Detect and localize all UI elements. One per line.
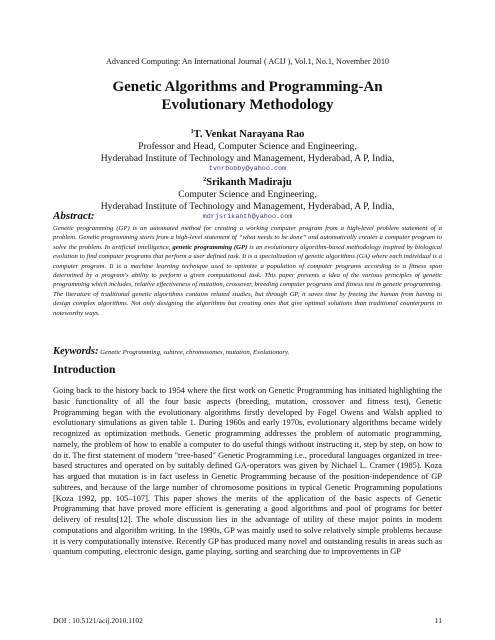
abstract-text [53,224,442,318]
author-block-1 [0,126,495,174]
author-name-text: Srikanth Madiraju [206,177,292,188]
keywords-line [53,346,442,357]
author-affiliation: Computer Science and Engineering, [178,189,317,200]
keywords-label: Keywords: [53,346,99,357]
author-superscript: 2 [203,177,207,183]
author-email: mdrjsrikanth@yahoo.com [202,213,293,221]
abstract-heading: Abstract: [53,210,95,222]
paper-title: Genetic Algorithms and Programming-An Evolutionary Methodology [112,79,383,113]
author-name [0,174,495,189]
keywords-text: Genetic Programming, subtree, chromosomes, mutation, Evolutionary. [98,349,290,356]
abstract-bold-term: genetic programming (GP) [172,243,248,251]
abstract-text-part2: is an evolutionary algorithm-based methodology inspired by biological evolution to find computer programs that perform a user defined task. It is a specialization of genetic algorithms (GA) where each individual is a computer program. It is a machine learning technique used to optimize a population of computer programs according to a fitness span determined by a program's ability to perform a given computational task. This paper presents a idea of the various principles of genetic programming which includes, relative effectiveness of mutation, crossover, breeding computer programs and fitness test in genetic programming. The literature of traditional genetic algorithms contains related studies, but through GP, it saves time by freeing the human from having to design complex algorithms. Not only designing the algorithms but creating ones that give optimal solutions than traditional counterparts in noteworthy ways. [53,243,442,317]
author-affiliation: Professor and Head, Computer Science and Engineering, [138,141,357,152]
author-superscript: 1 [190,129,194,135]
author-institution: Hyderabad Institute of Technology and Management, Hyderabad, A P, India, [100,152,395,164]
page-number: 11 [434,616,442,625]
author-name [0,126,495,141]
author-institution: Hyderabad Institute of Technology and Management, Hyderabad, A P, India, [100,200,395,212]
abstract-text-part1: Genetic programming (GP) is an automated method for creating a working computer program from a high-level problem statement of a problem. Genetic programming starts from a high-level statement of “what needs to be done” and automatically creates a computer program to solve the problem. In artificial intelligence, [53,225,442,251]
author-name-text: T. Venkat Narayana Rao [193,129,305,140]
introduction-text: Going back to the history back to 1954 where the first work on Genetic Programming has initiated highlighting the basic functionality of all the four basic aspects (breeding, mutation, crossover and fitness test), Genetic Programming began with the evolutionary algorithms firstly developed by Fogel Owens and Walsh applied to evolutionary simulations as given table 1. During 1960s and early 1970s, evolutionary algorithms became widely recognized as optimization methods. Genetic programming addresses the problem of automatic programming, namely, the problem of how to enable a computer to do useful things without instructing it, step by step, on how to do it. The first statement of modern "tree-based" Genetic Programming i.e., procedural languages organized in tree-based structures and operated on by suitably defined GA-operators was given by Nichael L. Cramer (1985). Koza has argued that mutation is in fact useless in Genetic Programming because of the position-independence of GP subtrees, and because of the large number of chromosome positions in typical Genetic Programming populations [Koza 1992, pp. 105–107]. This paper shows the merits of the application of the basic aspects of Genetic Programming that have proved more efficient is generating a good algorithms and pool of programs for better delivery of results[12]. The whole discussion lies in the advantage of utility of these major points in modern computations and algorithm writing. In the 1990s, GP was mainly used to solve relatively simple problems because it is very computationally intensive. Recently GP has produced many novel and outstanding results in areas such as quantum computing, electronic design, game playing, sorting and searching due to improvements in GP [53,386,442,557]
section-heading-introduction: Introduction [53,364,116,376]
author-email: tvnrbobby@yahoo.com [208,165,287,173]
doi-text: DOI : 10.5121/acij.2010.1102 [53,616,143,625]
journal-header: Advanced Computing: An International Journal ( ACIJ ), Vol.1, No.1, November 2010 [105,57,390,66]
